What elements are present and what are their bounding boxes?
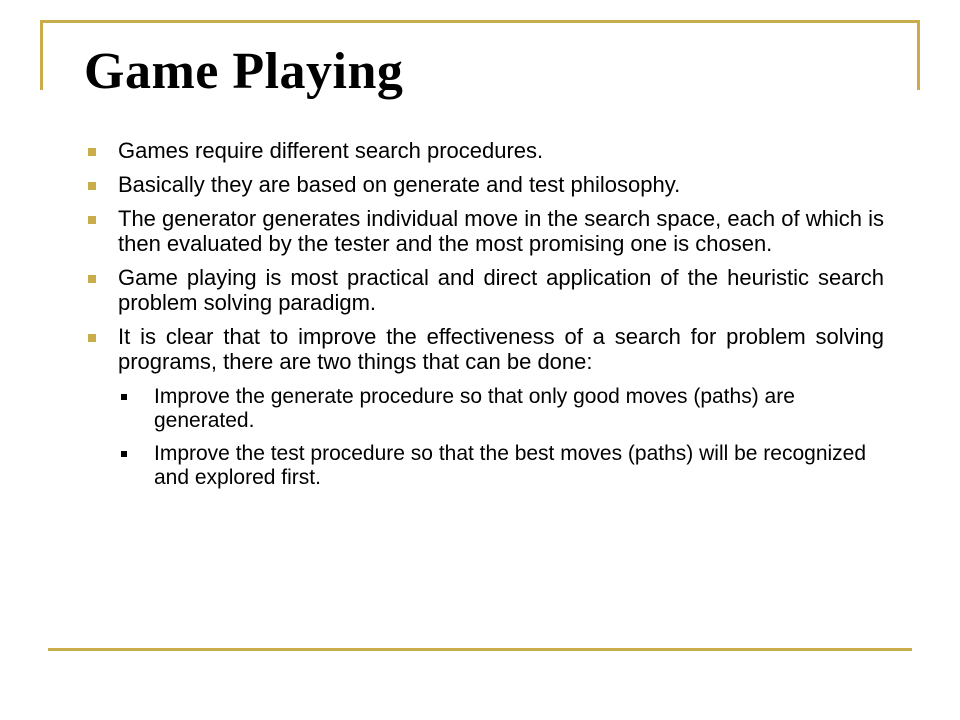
frame-top-rule <box>40 20 920 23</box>
bullet-item <box>84 172 884 197</box>
sub-bullet-list <box>118 385 884 490</box>
square-bullet-icon <box>88 334 96 342</box>
bullet-item <box>84 324 884 490</box>
square-bullet-icon <box>88 148 96 156</box>
bullet-text: Games require different search procedures. <box>118 138 544 163</box>
sub-bullet-text: Improve the generate procedure so that only good moves (paths) are generated. <box>154 385 795 432</box>
sub-bullet-text: Improve the test procedure so that the best moves (paths) will be recognized and explored first. <box>154 442 867 489</box>
bullet-text: Basically they are based on generate and test philosophy. <box>118 172 681 197</box>
small-square-bullet-icon <box>121 451 127 457</box>
bullet-text: Game playing is most practical and direct application of the heuristic search problem solving paradigm. <box>118 265 884 315</box>
frame-left-rule <box>40 20 43 90</box>
sub-bullet-item <box>118 385 884 433</box>
sub-bullet-item <box>118 442 884 490</box>
bullet-item <box>84 206 884 256</box>
bullet-list <box>84 138 884 499</box>
bullet-text: It is clear that to improve the effectiveness of a search for problem solving programs, there are two things that can be done: <box>118 324 884 374</box>
small-square-bullet-icon <box>121 394 127 400</box>
bullet-text: The generator generates individual move in the search space, each of which is then evaluated by the tester and the most promising one is chosen. <box>118 206 884 256</box>
square-bullet-icon <box>88 275 96 283</box>
bullet-item <box>84 138 884 163</box>
frame-right-rule <box>917 20 920 90</box>
frame-bottom-rule <box>48 648 912 651</box>
square-bullet-icon <box>88 182 96 190</box>
bullet-item <box>84 265 884 315</box>
slide-title: Game Playing <box>84 43 404 100</box>
square-bullet-icon <box>88 216 96 224</box>
